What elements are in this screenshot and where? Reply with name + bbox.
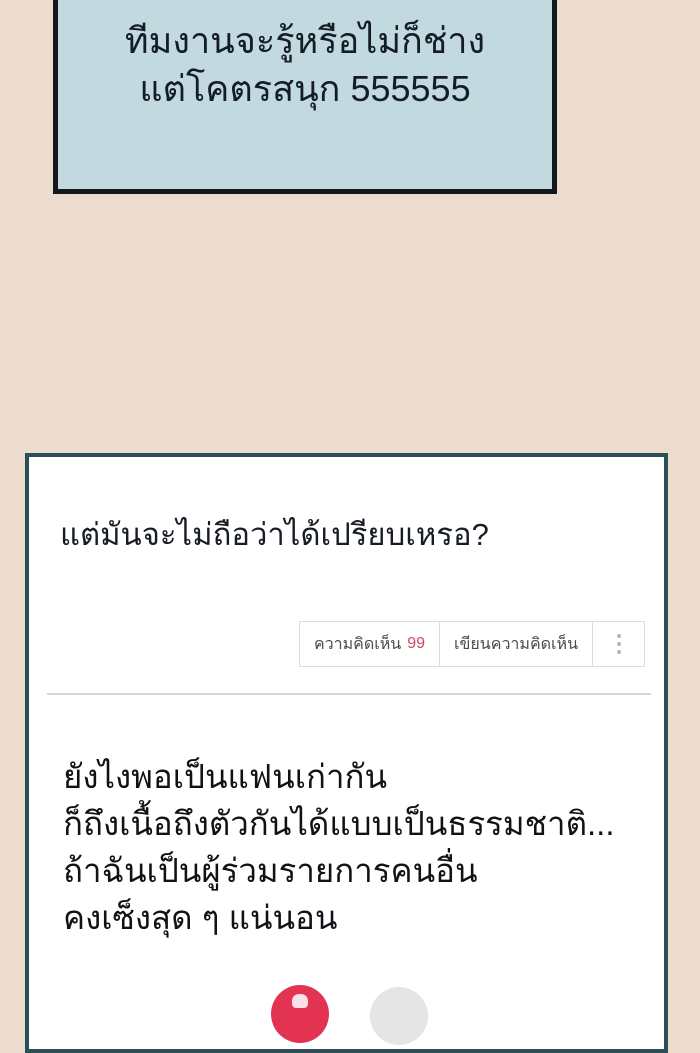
dislike-button[interactable]	[370, 987, 428, 1045]
comment-text-block	[63, 753, 615, 941]
comment-toolbar	[299, 621, 645, 667]
speech-line-2: แต่โคตรสนุก 555555	[139, 68, 471, 109]
comments-label: ความคิดเห็น	[313, 635, 402, 653]
section-divider	[47, 693, 651, 695]
write-comment-label: เขียนความคิดเห็น	[454, 635, 578, 653]
speech-line-1: ทีมงานจะรู้หรือไม่ก็ช่าง	[124, 20, 486, 61]
comment-line: ยังไงพอเป็นแฟนเก่ากัน	[63, 758, 388, 795]
write-comment-button[interactable]	[439, 622, 592, 666]
kebab-dot	[617, 650, 621, 654]
like-button[interactable]	[271, 985, 329, 1043]
kebab-dot	[617, 634, 621, 638]
comment-line: คงเซ็งสุด ๆ แน่นอน	[63, 899, 338, 936]
content-card	[25, 453, 668, 1053]
card-title: แต่มันจะไม่ถือว่าได้เปรียบเหรอ?	[60, 517, 489, 552]
kebab-menu-icon[interactable]	[592, 622, 644, 666]
speech-bubble	[53, 0, 557, 194]
thumb-up-icon	[292, 994, 308, 1008]
comment-line: ถ้าฉันเป็นผู้ร่วมรายการคนอื่น	[63, 852, 478, 889]
comment-line: ก็ถึงเนื้อถึงตัวกันได้แบบเป็นธรรมชาติ...	[63, 805, 615, 842]
comments-button[interactable]	[300, 622, 439, 666]
kebab-dot	[617, 642, 621, 646]
comments-count-badge: 99	[407, 635, 426, 652]
